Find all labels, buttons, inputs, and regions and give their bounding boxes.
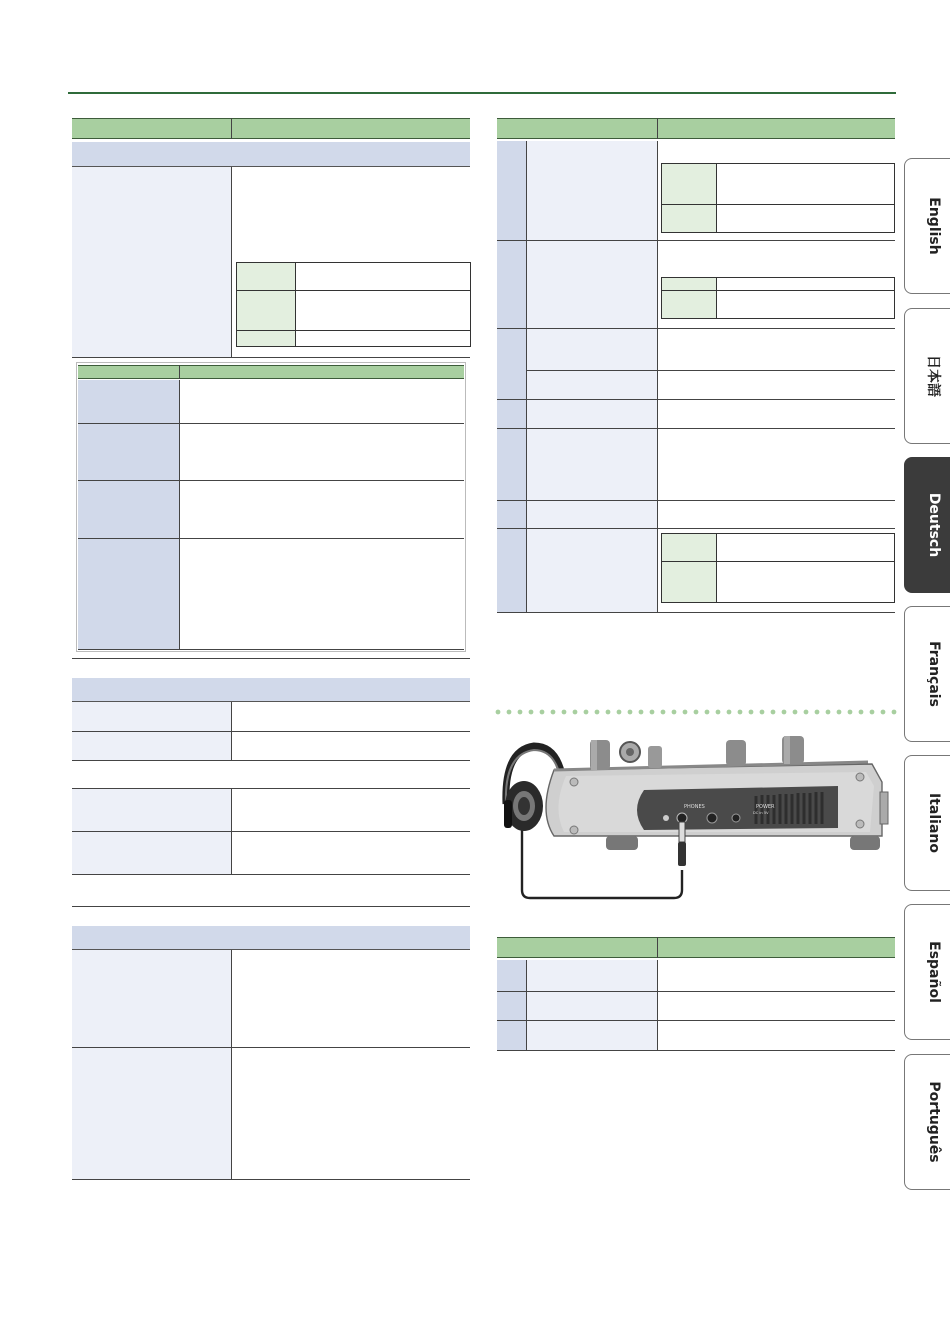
table-bottom-rule <box>497 1050 895 1051</box>
tab-japanese[interactable] <box>904 308 950 444</box>
row-divider <box>72 760 470 761</box>
table-bottom-rule <box>497 612 895 613</box>
value-description-cell <box>295 290 471 331</box>
tab-portugues[interactable] <box>904 1054 950 1190</box>
parameter-cell <box>72 950 231 1047</box>
number-column <box>497 960 526 1050</box>
device-body <box>546 736 888 866</box>
phones-port-label: PHONES <box>684 804 705 810</box>
value-cell <box>661 277 717 291</box>
row-divider <box>497 240 895 241</box>
table-bottom-rule <box>72 906 470 907</box>
parameter-cell <box>72 167 231 357</box>
nested-label-cell <box>78 424 179 480</box>
nested-header-divider <box>179 365 180 379</box>
row-divider <box>497 428 895 429</box>
value-description-cell <box>716 204 895 233</box>
column-divider <box>231 789 232 874</box>
section-header <box>72 678 470 702</box>
parameter-cell <box>72 789 231 831</box>
table-header <box>72 118 470 139</box>
power-port-sublabel: DC in 5V <box>753 811 769 815</box>
value-description-cell <box>716 561 895 603</box>
row-divider <box>497 399 895 400</box>
value-description-cell <box>295 262 471 291</box>
row-divider <box>78 649 464 650</box>
value-cell <box>236 262 296 291</box>
nested-label-cell <box>78 380 179 423</box>
row-divider <box>527 370 895 371</box>
row-divider <box>497 328 895 329</box>
row-divider <box>72 874 470 875</box>
tab-francais[interactable] <box>904 606 950 742</box>
tab-label: 日本語 <box>925 355 941 397</box>
nested-label-cell <box>78 539 179 649</box>
name-column <box>527 141 657 612</box>
header-divider <box>657 118 658 139</box>
parameter-cell <box>72 832 231 874</box>
value-cell <box>236 290 296 331</box>
nested-column-divider <box>179 380 180 649</box>
tab-espanol[interactable] <box>904 904 950 1040</box>
value-cell <box>661 204 717 233</box>
tab-deutsch[interactable] <box>904 457 950 593</box>
parameter-cell <box>72 702 231 731</box>
value-description-cell <box>716 533 895 562</box>
value-cell <box>661 163 717 205</box>
header-divider <box>657 937 658 958</box>
row-divider <box>497 528 895 529</box>
table-header <box>497 118 895 139</box>
parameter-cell <box>72 1048 231 1179</box>
tab-italiano[interactable] <box>904 755 950 891</box>
power-port-label: POWER <box>756 804 775 810</box>
table-header <box>497 937 895 958</box>
value-cell <box>661 290 717 319</box>
section-header <box>72 142 470 167</box>
name-column <box>527 960 657 1050</box>
tab-label: Français <box>926 641 942 707</box>
tab-label: English <box>926 197 942 255</box>
headphone-jack-icon <box>663 815 669 821</box>
tab-label: Português <box>926 1081 942 1163</box>
row-divider <box>497 1020 895 1021</box>
column-divider <box>657 960 658 1050</box>
column-divider <box>231 702 232 760</box>
table-bottom-rule <box>72 1179 470 1180</box>
value-description-cell <box>716 290 895 319</box>
tab-label: Deutsch <box>926 492 942 558</box>
top-rule <box>68 92 896 94</box>
value-description-cell <box>716 163 895 205</box>
nested-table-header <box>78 365 464 379</box>
tab-label: Español <box>926 941 942 1003</box>
headphone-connection-illustration <box>494 732 894 904</box>
tab-label: Italiano <box>926 793 942 853</box>
headphone-cable <box>522 830 682 898</box>
column-divider <box>231 950 232 1179</box>
value-description-cell <box>295 330 471 347</box>
row-divider <box>497 991 895 992</box>
column-divider <box>657 141 658 612</box>
dotted-separator <box>494 707 898 717</box>
section-header <box>72 926 470 950</box>
row-divider <box>72 357 470 358</box>
value-description-cell <box>716 277 895 291</box>
table-bottom-rule <box>72 658 470 659</box>
value-cell <box>661 561 717 603</box>
value-cell <box>236 330 296 347</box>
value-cell <box>661 533 717 562</box>
header-divider <box>231 118 232 139</box>
parameter-cell <box>72 732 231 760</box>
tab-english[interactable] <box>904 158 950 294</box>
column-divider <box>231 167 232 357</box>
row-divider <box>497 500 895 501</box>
nested-label-cell <box>78 481 179 538</box>
number-column <box>497 141 526 612</box>
